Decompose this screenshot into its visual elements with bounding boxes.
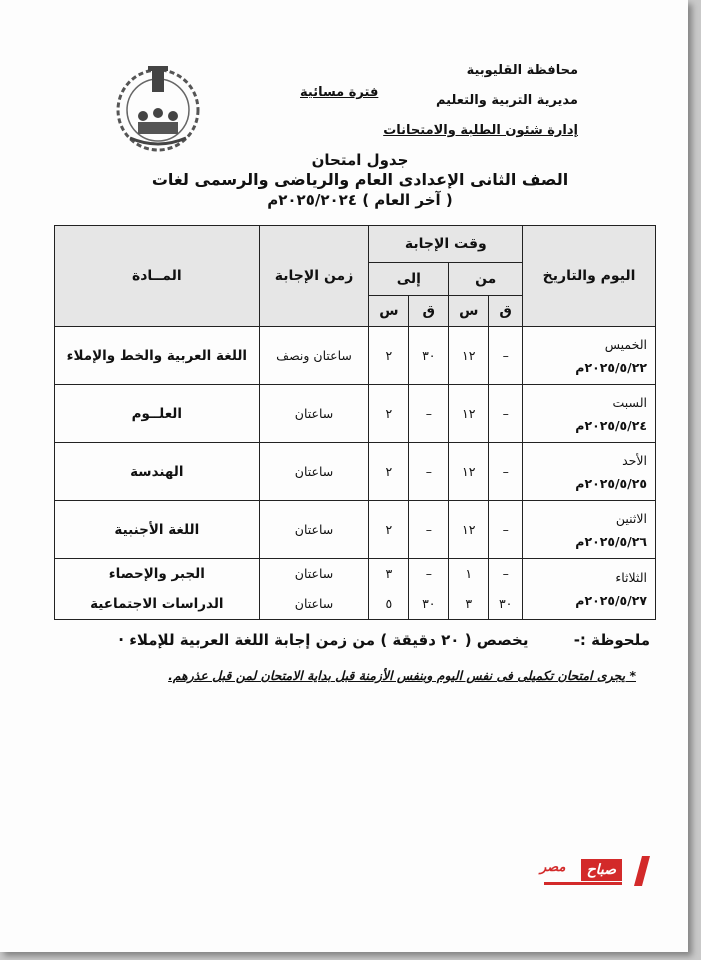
day: الأحد — [622, 452, 647, 468]
day: الثلاثاء — [615, 570, 647, 585]
logo-brand-2: مصر — [540, 860, 566, 875]
date: ٢٠٢٥/٥/٢٧م — [575, 593, 647, 608]
from-minute-a: – — [502, 566, 509, 581]
from-hour: ١٢ — [449, 385, 489, 443]
to-minute: – — [409, 501, 449, 559]
to-hour-a: ٣ — [385, 566, 393, 581]
duration: ساعتان — [259, 501, 369, 559]
from-hour-a: ١ — [465, 566, 473, 581]
date: ٢٠٢٥/٥/٢٦م — [575, 533, 647, 549]
exam-schedule-table — [54, 225, 656, 620]
day-date-cell — [523, 327, 656, 385]
subject: الهندسة — [55, 443, 260, 501]
header-from-hour: س — [449, 296, 489, 327]
header-duration: زمن الإجابة — [259, 226, 369, 327]
to-hour: ٢ — [369, 443, 409, 501]
to-hour-b: ٥ — [385, 596, 393, 611]
title-block — [120, 150, 600, 210]
duration: ساعتان — [259, 443, 369, 501]
header-answer-time: وقت الإجابة — [369, 226, 523, 263]
day: الاثنين — [615, 510, 647, 526]
duration: ساعتان ونصف — [259, 327, 369, 385]
watermark-logo — [540, 856, 650, 886]
from-minute: – — [489, 443, 523, 501]
table-row — [55, 501, 656, 559]
to-minute: – — [409, 385, 449, 443]
header-from-minute: ق — [489, 296, 523, 327]
from-minute: – — [489, 501, 523, 559]
to-minute — [409, 559, 449, 620]
table-row — [55, 385, 656, 443]
to-minute: – — [409, 443, 449, 501]
table-row — [55, 443, 656, 501]
logo-underline — [544, 882, 622, 885]
to-hour — [369, 559, 409, 620]
day-date-cell — [523, 559, 656, 620]
to-hour: ٢ — [369, 501, 409, 559]
ministry-seal-icon — [108, 58, 208, 158]
duration-b: ساعتان — [294, 596, 334, 611]
date: ٢٠٢٥/٥/٢٥م — [575, 475, 647, 491]
title-grade: الصف الثانى الإعدادى العام والرياضى والرسمى لغات — [151, 170, 569, 189]
title-main: جدول امتحان — [311, 151, 409, 169]
from-hour: ١٢ — [449, 443, 489, 501]
from-minute — [489, 559, 523, 620]
logo-slash-icon — [634, 856, 650, 886]
from-hour-b: ٣ — [465, 596, 473, 611]
header-to: إلى — [369, 263, 449, 296]
subject: العلــوم — [55, 385, 260, 443]
from-minute: – — [489, 385, 523, 443]
to-minute: ٣٠ — [409, 327, 449, 385]
logo-brand: صباح — [581, 859, 622, 881]
subject — [55, 559, 260, 620]
subject: اللغة الأجنبية — [55, 501, 260, 559]
duration — [259, 559, 369, 620]
note-text: يخصص ( ٢٠ دقيقة ) من زمن إجابة اللغة العربية للإملاء · — [118, 631, 529, 649]
note-label: ملحوظة :- — [573, 631, 650, 649]
subject: اللغة العربية والخط والإملاء — [55, 327, 260, 385]
table-row — [55, 327, 656, 385]
day-date-cell — [523, 501, 656, 559]
header-to-minute: ق — [409, 296, 449, 327]
subject-b: الدراسات الاجتماعية — [90, 596, 224, 612]
department: إدارة شئون الطلبة والامتحانات — [383, 123, 578, 138]
to-hour: ٢ — [369, 327, 409, 385]
date: ٢٠٢٥/٥/٢٢م — [575, 359, 647, 375]
directorate: مديرية التربية والتعليم — [435, 93, 578, 108]
to-minute-b: ٣٠ — [422, 596, 436, 611]
day-date-cell — [523, 385, 656, 443]
header-from: من — [449, 263, 523, 296]
from-hour: ١٢ — [449, 501, 489, 559]
from-minute: – — [489, 327, 523, 385]
subject-a: الجبر والإحصاء — [108, 566, 205, 582]
title-term: ( آخر العام ) ٢٠٢٥/٢٠٢٤م — [267, 191, 453, 209]
date: ٢٠٢٥/٥/٢٤م — [575, 417, 647, 433]
from-hour: ١٢ — [449, 327, 489, 385]
duration: ساعتان — [259, 385, 369, 443]
footnote: * يجرى امتحان تكميلى فى نفس اليوم وبنفس الأزمنة قبل بداية الامتحان لمن قبل عذرهم. — [168, 668, 636, 683]
from-minute-b: ٣٠ — [498, 596, 513, 611]
to-hour: ٢ — [369, 385, 409, 443]
duration-a: ساعتان — [294, 566, 334, 581]
header-subject: المــادة — [55, 226, 260, 327]
day-date-cell — [523, 443, 656, 501]
note — [90, 631, 650, 649]
issuer-block — [383, 56, 578, 146]
from-hour — [449, 559, 489, 620]
table-row — [55, 559, 656, 620]
header-to-hour: س — [369, 296, 409, 327]
to-minute-a: – — [425, 566, 432, 581]
day: السبت — [612, 394, 647, 410]
exam-period: فترة مسائية — [300, 85, 379, 100]
header-day-date: اليوم والتاريخ — [523, 226, 656, 327]
governorate: محافظة القليوبية — [466, 63, 578, 78]
day: الخميس — [604, 336, 647, 352]
